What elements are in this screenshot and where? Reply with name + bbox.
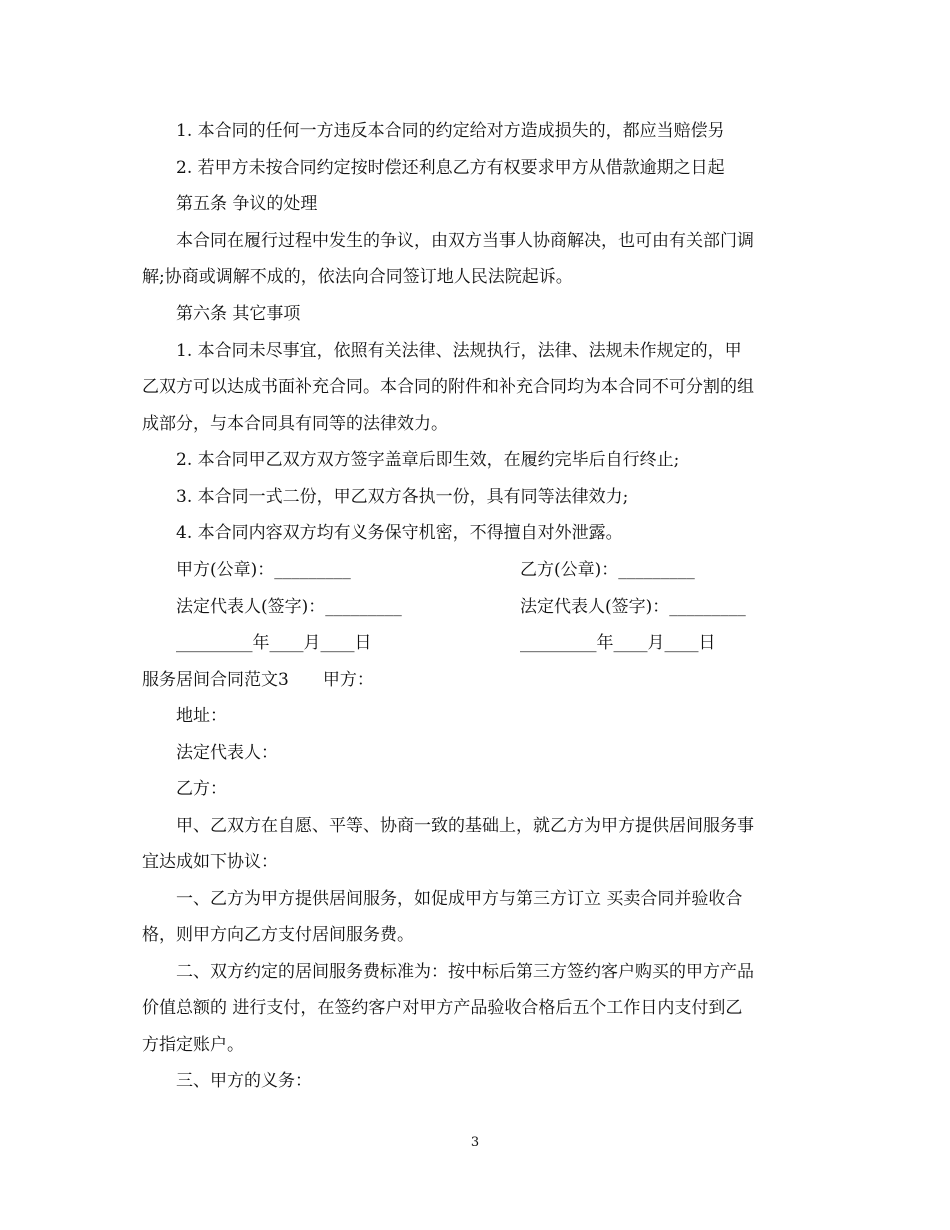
address-label: 地址： [176, 706, 227, 726]
party-a-rep-field: 法定代表人(签字)：_________ [176, 597, 402, 617]
article-6-heading: 第六条 其它事项 [176, 304, 301, 324]
article-6-item-4: 4. 本合同内容双方均有义务保守机密，不得擅自对外泄露。 [176, 523, 623, 543]
party-a-date-field: _________年____月____日 [176, 633, 372, 653]
article-5-heading: 第五条 争议的处理 [176, 194, 318, 214]
clause-2-line1: 二、双方约定的居间服务费标准为：按中标后第三方签约客户购买的甲方产品 [176, 962, 754, 982]
article-6-item-1-line3: 成部分，与本合同具有同等的法律效力。 [142, 414, 448, 434]
clause-2-line2: 价值总额的 进行支付，在签约客户对甲方产品验收合格后五个工作日内支付到乙 [142, 998, 743, 1018]
clause-2-line3: 方指定账户。 [142, 1035, 244, 1055]
article-6-item-2: 2. 本合同甲乙双方双方签字盖章后即生效，在履约完毕后自行终止; [176, 450, 680, 470]
party-b-label: 乙方： [176, 779, 227, 799]
article-6-item-1-line1: 1. 本合同未尽事宜，依照有关法律、法规执行，法律、法规未作规定的，甲 [176, 341, 742, 361]
party-b-rep-field: 法定代表人(签字)：_________ [520, 597, 746, 617]
article-6-item-3: 3. 本合同一式二份，甲乙双方各执一份，具有同等法律效力; [176, 487, 629, 507]
clause-1-line2: 格，则甲方向乙方支付居间服务费。 [142, 925, 414, 945]
legal-rep-label: 法定代表人： [176, 743, 278, 763]
page-number: 3 [470, 1135, 480, 1150]
article-6-item-1-line2: 乙双方可以达成书面补充合同。本合同的附件和补充合同均为本合同不可分割的组 [142, 377, 754, 397]
article-5-text-line1: 本合同在履行过程中发生的争议，由双方当事人协商解决，也可由有关部门调 [176, 231, 754, 251]
preamble-line1: 甲、乙双方在自愿、平等、协商一致的基础上，就乙方为甲方提供居间服务事 [176, 816, 754, 836]
clause-3-heading: 三、甲方的义务： [176, 1071, 312, 1091]
party-b-date-field: _________年____月____日 [520, 633, 716, 653]
party-b-seal-field: 乙方(公章)：_________ [520, 560, 695, 580]
clause-4-item-2: 2. 若甲方未按合同约定按时偿还利息乙方有权要求甲方从借款逾期之日起 [176, 158, 725, 178]
party-a-seal-field: 甲方(公章)：_________ [176, 560, 351, 580]
contract-3-title: 服务居间合同范文3 甲方： [142, 670, 374, 690]
preamble-line2: 宜达成如下协议： [142, 852, 278, 872]
clause-4-item-1: 1. 本合同的任何一方违反本合同的约定给对方造成损失的，都应当赔偿另 [176, 121, 725, 141]
clause-1-line1: 一、乙方为甲方提供居间服务，如促成甲方与第三方订立 买卖合同并验收合 [176, 889, 743, 909]
article-5-text-line2: 解;协商或调解不成的，依法向合同签订地人民法院起诉。 [142, 267, 573, 287]
